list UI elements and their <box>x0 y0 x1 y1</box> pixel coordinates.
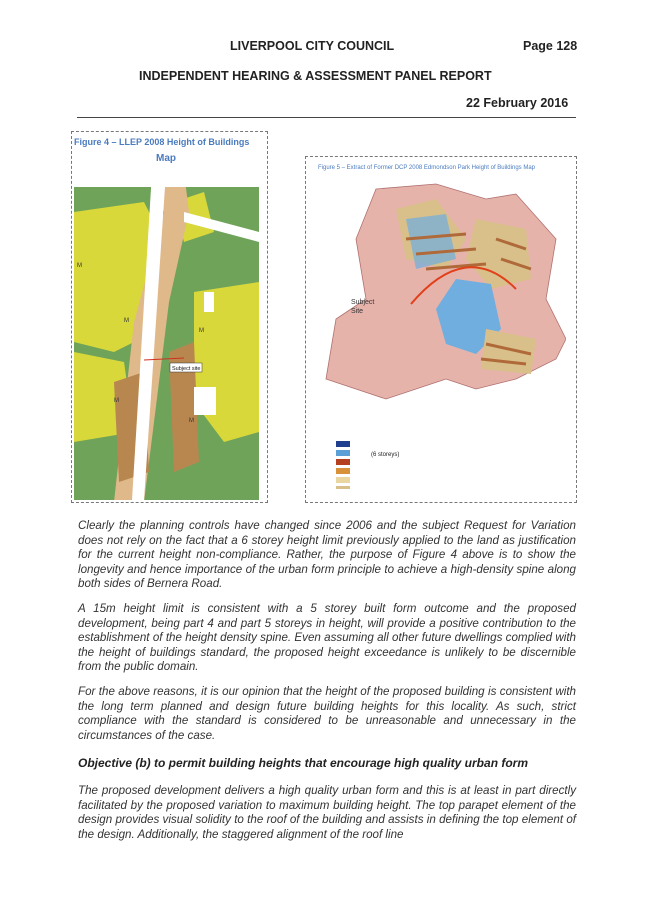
figure-5 <box>305 156 577 503</box>
paragraph-3: For the above reasons, it is our opinion that the height of the proposed building is consistent with the long term planned and design future building heights for this locality. As such, strict compliance with the standard is considered to be unreasonable and unnecessary in the circumstances of the case. <box>78 685 576 742</box>
page-number: Page 128 <box>523 39 578 53</box>
legend-swatch <box>336 459 350 465</box>
height-of-buildings-map <box>74 172 259 500</box>
legend-swatch <box>336 441 350 447</box>
legend-swatch <box>336 477 350 483</box>
header-divider <box>77 117 576 118</box>
zone-label: M <box>77 263 82 269</box>
subject-label-1: Subject <box>351 299 375 306</box>
zone-label: M <box>199 328 204 334</box>
report-date: 22 February 2016 <box>466 96 569 110</box>
former-dcp-map <box>316 179 566 489</box>
paragraph-4: The proposed development delivers a high quality urban form and this is at least in part directly facilitated by the proposed variation to maximum building height. The top parapet element of the design provides visual solidity to the roof of the building and assists in defining the top element of the design. Additionally, the staggered alignment of the roof line <box>78 784 576 841</box>
map-lot-white-2 <box>204 292 214 312</box>
figure-5-title: Figure 5 – Extract of Former DCP 2008 Edmondson Park Height of Buildings Map <box>318 165 535 171</box>
report-title: INDEPENDENT HEARING & ASSESSMENT PANEL REPORT <box>139 69 492 83</box>
zone-label: M <box>114 398 119 404</box>
paragraph-1: Clearly the planning controls have changed since 2006 and the subject Request for Variation does not rely on the fact that a 6 storey height limit previously applied to the land as justification for the current height non-compliance. Rather, the purpose of Figure 4 above is to show the longevity and hence importance of the urban form principle to achieve a high-density spine along both sides of Bernera Road. <box>78 519 576 591</box>
legend-swatch <box>336 468 350 474</box>
subject-label-2: Site <box>351 308 364 315</box>
legend-note: (6 storeys) <box>371 452 400 458</box>
legend-swatch <box>336 486 350 489</box>
objective-b-heading: Objective (b) to permit building heights that encourage high quality urban form <box>78 756 529 770</box>
zone-label: M <box>124 318 129 324</box>
council-name: LIVERPOOL CITY COUNCIL <box>230 39 395 53</box>
figure-4 <box>71 131 268 503</box>
paragraph-2: A 15m height limit is consistent with a 5 storey built form outcome and the proposed development, being part 4 and part 5 storeys in height, will provide a positive contribution to the establishment of the height density spine. Even assuming all other future dwellings complied with the height of buildings standard, the proposed height exceedance is unlikely to be discernible from the public domain. <box>78 602 576 674</box>
figure-4-title-line2: Map <box>156 153 176 164</box>
map-lot-white <box>194 387 216 415</box>
map-road-top <box>74 172 259 187</box>
zone-label: M <box>189 418 194 424</box>
figure-4-title: Figure 4 – LLEP 2008 Height of Buildings <box>74 137 250 147</box>
legend-swatch <box>336 450 350 456</box>
subject-site-label: Subject site <box>172 366 201 372</box>
